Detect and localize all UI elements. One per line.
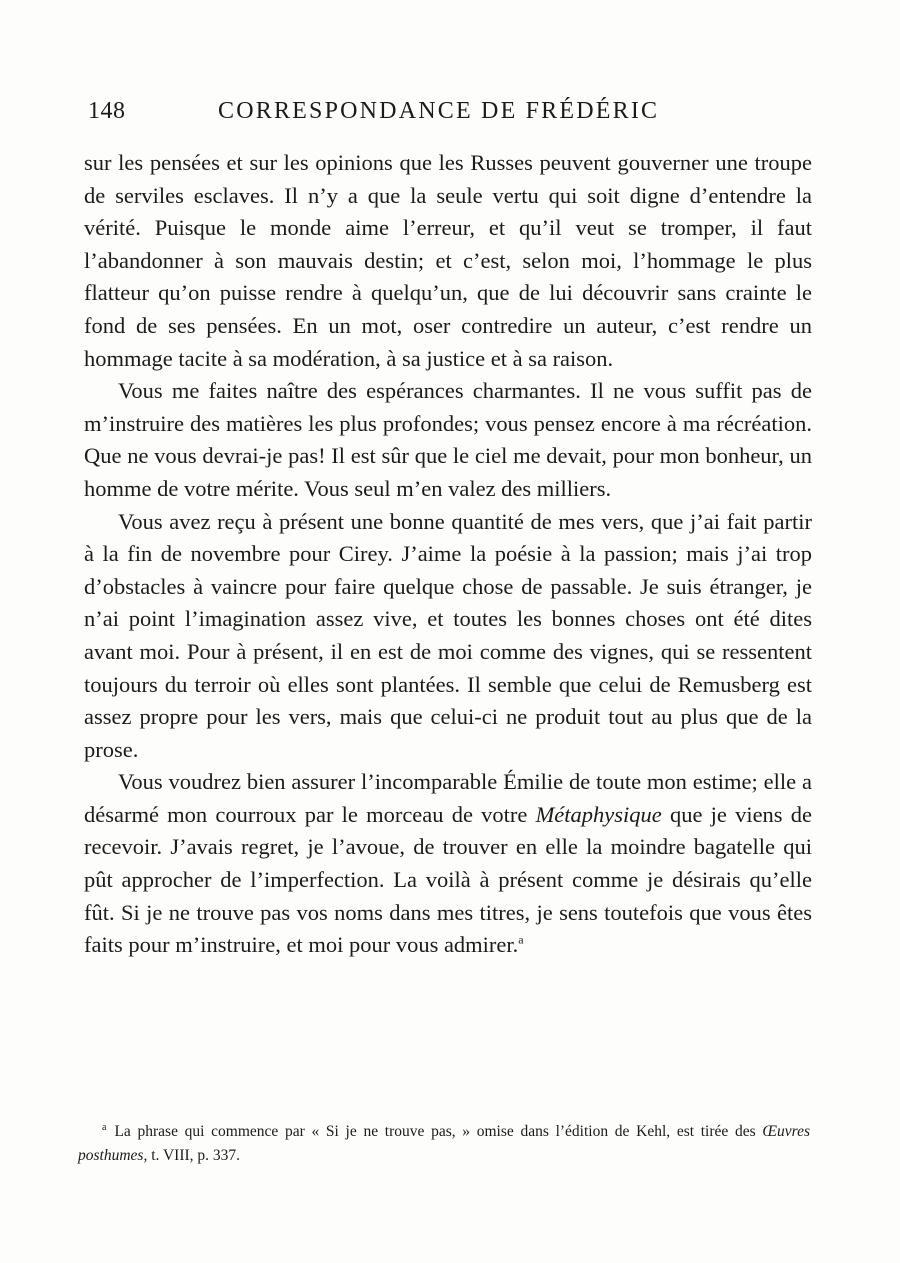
- footnote-mark: a: [102, 1121, 107, 1133]
- letter-body: [84, 147, 812, 962]
- paragraph-4-text-a: Vous voudrez bien assurer l’incomparable Émilie de toute mon estime; elle a désarmé mon courroux par le morceau de votre: [84, 769, 812, 827]
- paragraph-4: [84, 766, 812, 962]
- paragraph-4-text-b: que je viens de recevoir. J’avais regret, je l’avoue, de trouver en elle la moindre bagatelle qui pût approcher de l’imperfection. La voilà à présent comme je désirais qu’elle fût. Si je ne trouve pas vos noms dans mes titres, je sens toutefois que vous êtes faits pour m’instruire, et moi pour vous admirer.: [84, 801, 812, 958]
- metaphysique-title: Métaphysique: [535, 801, 662, 827]
- footnote: [78, 1120, 810, 1168]
- page-header: [88, 98, 810, 134]
- running-title: CORRESPONDANCE DE FRÉDÉRIC: [218, 98, 660, 124]
- paragraph-2: Vous me faites naître des espérances charmantes. Il ne vous suffit pas de m’instruire des matières les plus profondes; vous pensez encore à ma récréation. Que ne vous devrai-je pas! Il est sûr que le ciel me devait, pour mon bonheur, un homme de votre mérite. Vous seul m’en valez des milliers.: [84, 378, 812, 501]
- oeuvres-title: Œuvres posthumes,: [78, 1123, 810, 1164]
- footnote-text-b: t. VIII, p. 337.: [147, 1147, 241, 1164]
- footnote-reference[interactable]: a: [518, 932, 524, 947]
- footnote-text-a: La phrase qui commence par « Si je ne trouve pas, » omise dans l’édition de Kehl, est tirée des: [114, 1123, 763, 1140]
- page-number: 148: [88, 98, 126, 124]
- paragraph-3: Vous avez reçu à présent une bonne quantité de mes vers, que j’ai fait partir à la fin de novembre pour Cirey. J’aime la poésie à la passion; mais j’ai trop d’obstacles à vaincre pour faire quelque chose de passable. Je suis étranger, je n’ai point l’imagination assez vive, et toutes les bonnes choses ont été dites avant moi. Pour à présent, il en est de moi comme des vignes, qui se ressentent toujours du terroir où elles sont plantées. Il semble que celui de Remusberg est assez propre pour les vers, mais que celui-ci ne produit tout au plus que de la prose.: [84, 508, 812, 762]
- paragraph-1: sur les pensées et sur les opinions que les Russes peuvent gouverner une troupe de serviles esclaves. Il n’y a que la seule vertu qui soit digne d’entendre la vérité. Puisque le monde aime l’erreur, et qu’il veut se tromper, il faut l’abandonner à son mauvais destin; et c’est, selon moi, l’hommage le plus flatteur qu’on puisse rendre à quelqu’un, que de lui découvrir sans crainte le fond de ses pensées. En un mot, oser contredire un auteur, c’est rendre un hommage tacite à sa modération, à sa justice et à sa raison.: [84, 150, 812, 371]
